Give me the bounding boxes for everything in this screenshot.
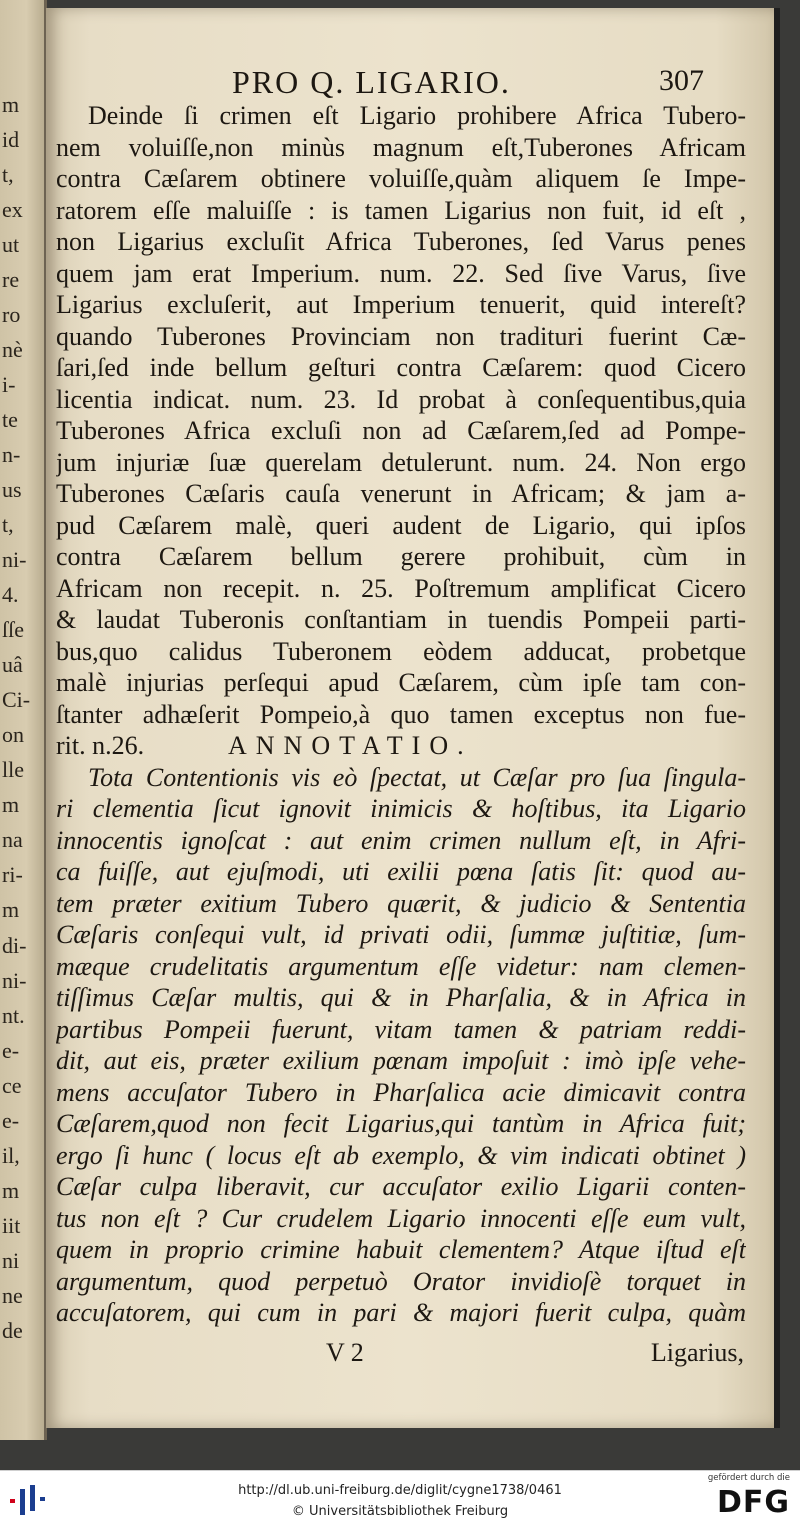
- adjacent-page-text-fragment: uâ: [2, 652, 23, 678]
- adjacent-page-text-fragment: m: [2, 92, 20, 117]
- annotation-line: tem præter exitium Tubero quærit, & judicio & Sententia: [56, 888, 746, 918]
- adjacent-page-text-fragment: na: [2, 827, 23, 853]
- annotation-line: innocentis ignoſcat : aut enim crimen nullum eſt, in Afri-: [56, 825, 746, 855]
- running-title: PRO Q. LIGARIO.: [232, 64, 511, 100]
- adjacent-page-edge: [0, 0, 47, 1440]
- text-line: jum injuriæ ſuæ querelam detulerunt. num. 24. Non ergo: [56, 447, 746, 477]
- text-line: non Ligarius excluſit Africa Tuberones, ſed Varus penes: [56, 227, 746, 256]
- text-line: licentia indicat. num. 23. Id probat à conſequentibus,quia: [56, 384, 746, 414]
- annotation-line: Cæſarem,quod non fecit Ligarius,qui tantùm in Africa fuit;: [56, 1109, 746, 1138]
- adjacent-page-text-fragment: iit: [2, 1212, 21, 1238]
- annotation-heading-line: [56, 730, 746, 762]
- annotation-line: dit, aut eis, præter exilium pœnam impoſuit : imò ipſe vehe-: [56, 1046, 746, 1075]
- text-line: Ligarius excluſerit, aut Imperium tenuerit, quid intereſt?: [56, 290, 746, 319]
- signature-mark: V 2: [326, 1337, 364, 1367]
- page-footer: [56, 1337, 746, 1373]
- logo-bar: [10, 1499, 15, 1503]
- text-line: Tuberones Cæſaris cauſa venerunt in Africam; & jam a-: [56, 479, 746, 508]
- text-line: pud Cæſarem malè, queri audent de Ligario, qui ipſos: [56, 510, 746, 540]
- adjacent-page-text-fragment: n-: [2, 442, 21, 468]
- annotation-line: mæque crudelitatis argumentum eſſe videtur: nam clemen-: [56, 951, 746, 981]
- annotation-line: ca fuiſſe, aut ejuſmodi, uti exilii pœna ſatis ſit: quod au-: [56, 857, 746, 886]
- copyright-notice: © Universitätsbibliothek Freiburg: [291, 1504, 509, 1519]
- paragraph-tail: rit. n.26.: [56, 731, 145, 760]
- adjacent-page-text-fragment: t,: [2, 512, 14, 538]
- dfg-logo: DFG: [716, 1485, 790, 1520]
- adjacent-page-text-fragment: di-: [2, 932, 27, 958]
- text-line: ſtanter adhæſerit Pompeio,à quo tamen exceptus non fue-: [56, 699, 746, 729]
- text-line: ſari,ſed inde bellum geſturi contra Cæſarem: quod Cicero: [56, 353, 746, 382]
- summary-paragraph: [56, 100, 746, 730]
- adjacent-page-text-fragment: re: [2, 267, 20, 293]
- adjacent-page-text-fragment: id: [2, 127, 20, 153]
- book-page: [46, 8, 780, 1428]
- adjacent-page-text-fragment: nt.: [2, 1002, 25, 1028]
- adjacent-page-text-fragment: e-: [2, 1107, 20, 1133]
- adjacent-page-text-fragment: ſſe: [2, 617, 24, 643]
- text-line: contra Cæſarem bellum gerere prohibuit, cùm in: [56, 542, 746, 571]
- adjacent-page-text-fragment: ro: [2, 302, 21, 328]
- annotation-line: mens accuſator Tubero in Pharſalica acie dimicavit contra: [56, 1077, 746, 1107]
- annotation-line: accuſatorem, qui cum in pari & majori fuerit culpa, quàm: [56, 1298, 746, 1327]
- annotation-line: partibus Pompeii fuerunt, vitam tamen & patriam reddi-: [56, 1014, 746, 1044]
- adjacent-page-text-fragment: m: [2, 792, 20, 818]
- text-line: Africam non recepit. n. 25. Poſtremum amplificat Cicero: [56, 573, 746, 603]
- text-line: quando Tuberones Provinciam non tradituri fuerint Cæ-: [56, 321, 746, 351]
- annotation-line: ergo ſi hunc ( locus eſt ab exemplo, & vim indicati obtinet ): [56, 1140, 746, 1170]
- adjacent-page-text-fragment: m: [2, 897, 20, 923]
- adjacent-page-text-fragment: il,: [2, 1142, 20, 1168]
- viewer-footer-bar: [0, 1470, 800, 1529]
- text-line: & laudat Tuberonis conſtantiam in tuendis Pompeii parti-: [56, 605, 746, 634]
- adjacent-page-text-fragment: nè: [2, 337, 23, 363]
- page-number: 307: [659, 64, 704, 97]
- adjacent-page-text-fragment: lle: [2, 757, 24, 783]
- text-line: ratorem eſſe maluiſſe : is tamen Ligarius non fuit, id eſt ,: [56, 195, 746, 225]
- text-line: quem jam erat Imperium. num. 22. Sed ſive Varus, ſive: [56, 258, 746, 288]
- adjacent-page-text-fragment: ni: [2, 1247, 20, 1273]
- annotation-line: quem in proprio crimine habuit clementem? Atque iſtud eſt: [56, 1235, 746, 1264]
- text-line: Deinde ſi crimen eſt Ligario prohibere Africa Tubero-: [88, 101, 746, 130]
- annotation-line: Cæſaris conſequi vult, id privati odii, ſummæ juſtitiæ, ſum-: [56, 920, 746, 949]
- text-block: [56, 100, 746, 1373]
- annotation-line: tus non eſt ? Cur crudelem Ligario innocenti eſſe eum vult,: [56, 1203, 746, 1233]
- adjacent-page-text-fragment: ni-: [2, 547, 27, 573]
- adjacent-page-text-fragment: ri-: [2, 862, 23, 888]
- text-line: bus,quo calidus Tuberonem eòdem adducat, probetque: [56, 636, 746, 666]
- annotation-line: Tota Contentionis vis eò ſpectat, ut Cæſar pro ſua ſingula-: [88, 762, 746, 792]
- adjacent-page-text-fragment: ce: [2, 1072, 22, 1098]
- annotation-paragraph: [56, 762, 746, 1329]
- page-header: [46, 64, 774, 104]
- adjacent-page-text-fragment: t,: [2, 162, 14, 188]
- adjacent-page-text-fragment: ni-: [2, 967, 27, 993]
- text-line: contra Cæſarem obtinere voluiſſe,quàm aliquem ſe Impe-: [56, 164, 746, 193]
- annotation-line: Cæſar culpa liberavit, cur accuſator exilio Ligarii conten-: [56, 1172, 746, 1201]
- text-line: nem voluiſſe,non minùs magnum eſt,Tuberones Africam: [56, 132, 746, 162]
- adjacent-page-text-fragment: on: [2, 722, 24, 748]
- text-line: malè injurias perſequi apud Cæſarem, cùm ipſe tam con-: [56, 668, 746, 697]
- adjacent-page-text-fragment: de: [2, 1317, 23, 1343]
- adjacent-page-text-fragment: i-: [2, 372, 16, 398]
- funder-label: gefördert durch die: [707, 1473, 790, 1483]
- adjacent-page-text-fragment: 4.: [2, 582, 19, 608]
- permalink-url[interactable]: http://dl.ub.uni-freiburg.de/diglit/cygne1738/0461: [238, 1483, 562, 1498]
- catchword: Ligarius,: [650, 1337, 744, 1367]
- adjacent-page-text-fragment: ut: [2, 232, 20, 258]
- annotation-line: tiſſimus Cæſar multis, qui & in Pharſalia, & in Africa in: [56, 983, 746, 1012]
- adjacent-page-text-fragment: us: [2, 477, 22, 503]
- annotation-line: argumentum, quod perpetuò Orator invidioſè torquet in: [56, 1266, 746, 1296]
- annotation-heading: ANNOTATIO.: [228, 731, 473, 760]
- text-line: Tuberones Africa excluſi non ad Cæſarem,ſed ad Pompe-: [56, 416, 746, 445]
- adjacent-page-text-fragment: ne: [2, 1282, 23, 1308]
- adjacent-page-text-fragment: te: [2, 407, 18, 433]
- adjacent-page-text-fragment: m: [2, 1177, 20, 1203]
- annotation-line: ri clementia ſicut ignovit inimicis & hoſtibus, ita Ligario: [56, 794, 746, 823]
- adjacent-page-text-fragment: e-: [2, 1037, 20, 1063]
- adjacent-page-text-fragment: ex: [2, 197, 23, 223]
- adjacent-page-text-fragment: Ci-: [2, 687, 31, 713]
